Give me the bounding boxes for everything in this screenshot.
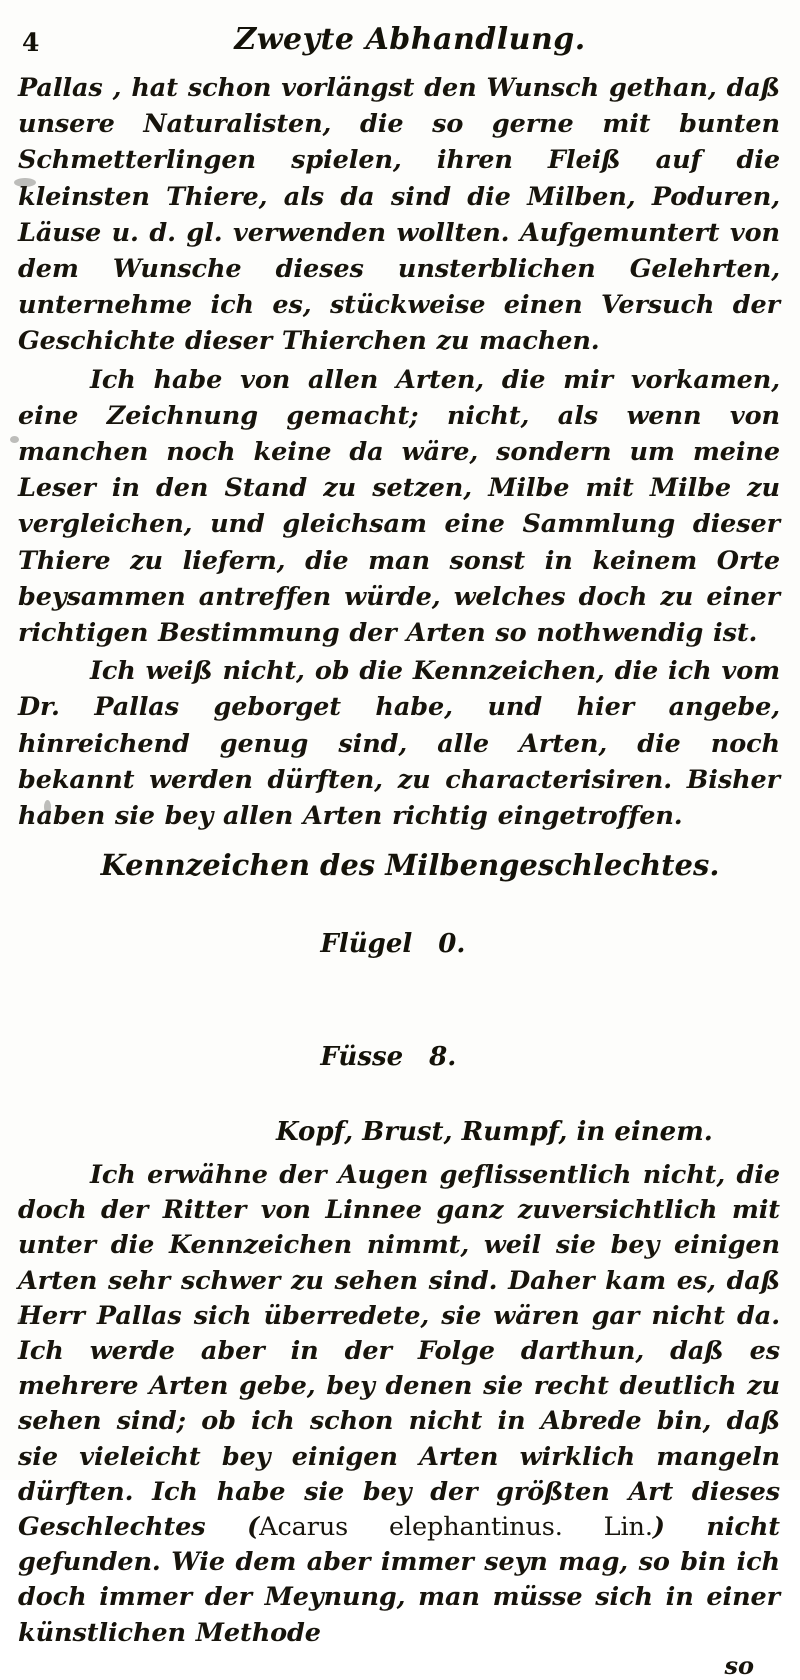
paragraph-1: Pallas , hat schon vorlängst den Wunsch gethan, daß unsere Naturalisten, die so gerne mit bunten Schmetterlingen spielen, ihren Fleiß auf die kleinsten Thiere, als da sind die Milben, Poduren, Läuse u. d. gl. verwenden wollten. Aufgemuntert von dem Wunsche dieses unsterblichen Gelehrten, unternehme ich es, stückweise einen Versuch der Geschichte dieser Thierchen zu machen. [18, 73, 780, 357]
character-row-body: Kopf, Brust, Rumpf, in einem. [276, 1117, 713, 1148]
running-head-title: Zweyte Abhandlung. [234, 22, 586, 57]
body-text-block [0, 70, 800, 1680]
paragraph-3: Ich weiß nicht, ob die Kennzeichen, die ich vom Dr. Pallas geborget habe, und hier angebe, hinreichend genug sind, alle Arten, die noch bekannt werden dürften, zu characterisiren. Bisher haben sie bey allen Arten richtig eingetroffen. [18, 656, 780, 832]
catchword: so [724, 1650, 754, 1680]
paragraph-4-tail: ) nicht gefunden. Wie dem aber immer seyn mag, so bin ich doch immer der Meynung, man müsse sich in einer künstlichen Methode [18, 1511, 780, 1648]
character-value-feet: 8. [429, 1042, 457, 1073]
paragraph-4 [18, 1158, 780, 1651]
latin-species-name: Acarus elephantinus. Lin. [259, 1511, 653, 1542]
paragraph-2: Ich habe von allen Arten, die mir vorkamen, eine Zeichnung gemacht; nicht, als wenn von manchen noch keine da wäre, sondern um meine Leser in den Stand zu setzen, Milbe mit Milbe zu vergleichen, und gleichsam eine Sammlung dieser Thiere zu liefern, die man sonst in keinem Orte beysammen antreffen würde, welches doch zu einer richtigen Bestimmung der Arten so nothwendig ist. [18, 364, 780, 649]
character-row-wings [248, 888, 780, 1001]
folio-number: 4 [22, 28, 40, 57]
paragraph-4-lead: Ich erwähne der Augen geflissentlich nicht, die doch der Ritter von Linnee ganz zuversichtlich mit unter die Kennzeichen nimmt, weil sie bey einigen Arten sehr schwer zu sehen sind. Daher kam es, daß Herr Pallas sich überredete, sie wären gar nicht da. Ich werde aber in der Folge darthun, daß es mehrere Arten gebe, bey denen sie recht deutlich zu sehen sind; ob ich schon nicht in Abrede bin, daß sie vieleicht bey einigen Arten wirklich mangeln dürften. Ich habe sie bey der größten Art dieses Geschlechtes ( [18, 1160, 780, 1542]
character-list [18, 888, 780, 1152]
character-label-wings: Flügel [320, 928, 413, 959]
character-label-feet: Füsse [320, 1042, 404, 1073]
character-row-feet [248, 1001, 780, 1114]
section-heading: Kennzeichen des Milbengeschlechtes. [100, 848, 720, 883]
page-header [0, 0, 800, 70]
character-value-wings: 0. [438, 928, 466, 959]
